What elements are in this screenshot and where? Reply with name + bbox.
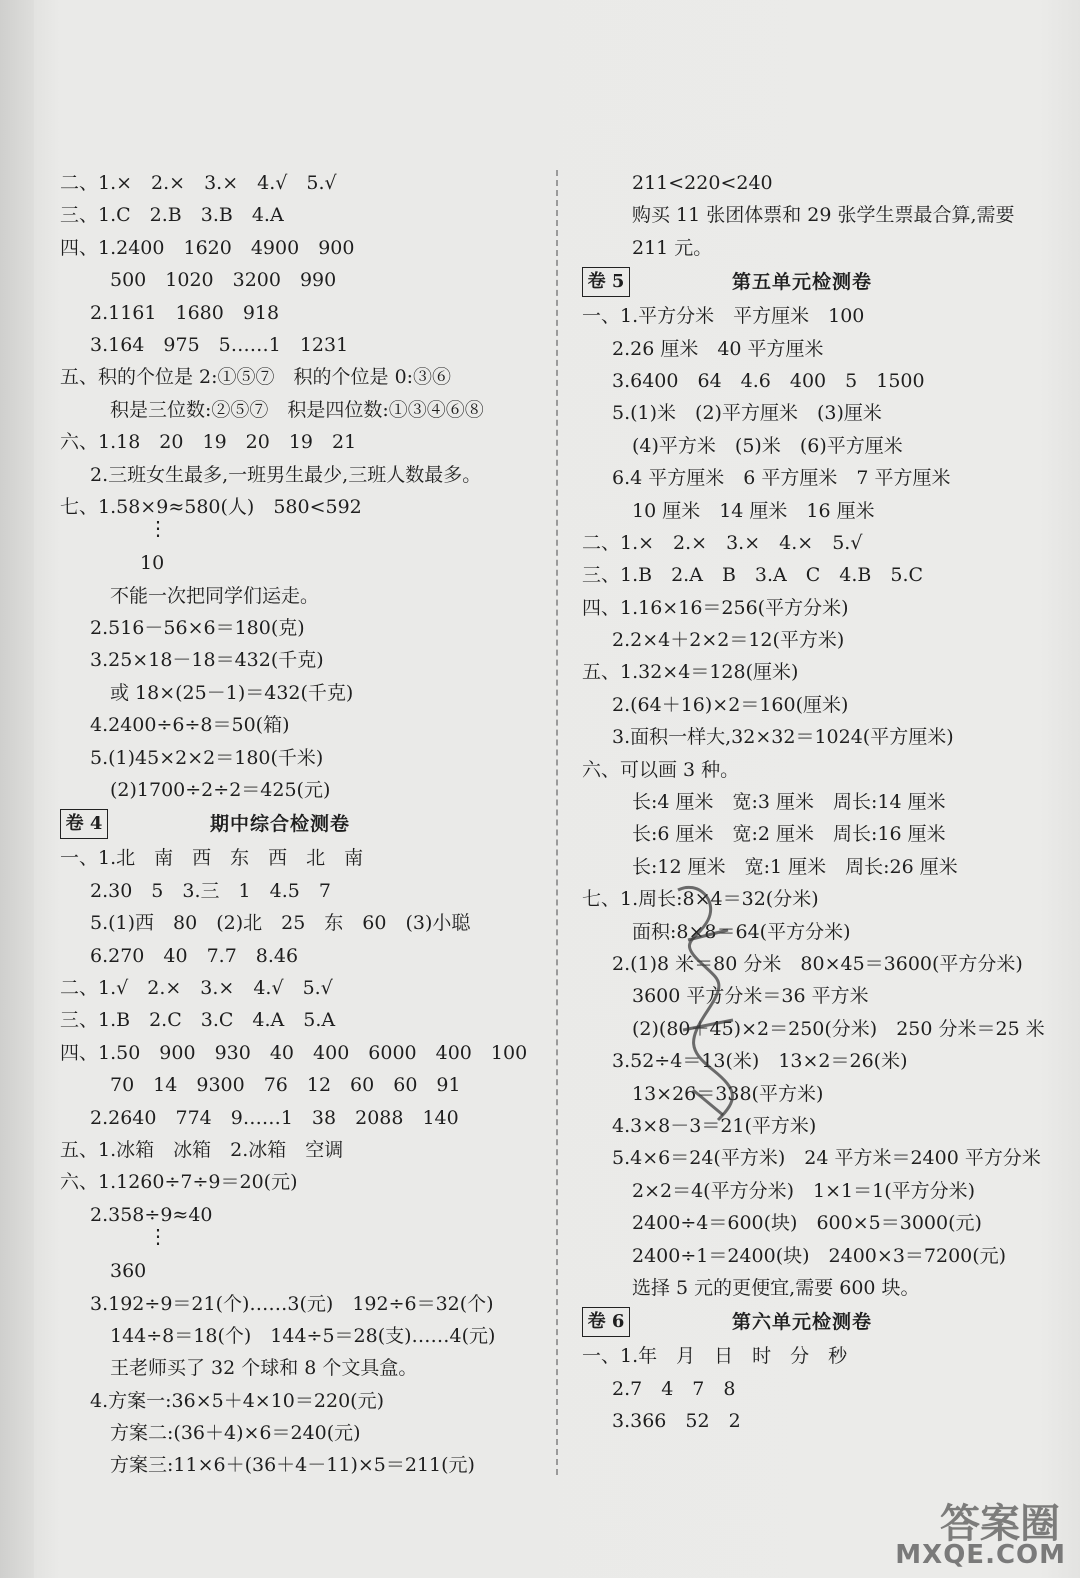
answer-line: 长:12 厘米 宽:1 厘米 周长:26 厘米	[632, 855, 958, 878]
answer-line: 六、1.18 20 19 20 19 21	[60, 431, 357, 454]
answer-line: 或 18×(25－1)＝432(千克)	[110, 681, 354, 704]
answer-line: 3.6400 64 4.6 400 5 1500	[612, 369, 925, 392]
answer-line: 六、1.1260÷7÷9＝20(元)	[60, 1171, 298, 1194]
answer-line: 五、1.32×4＝128(厘米)	[582, 661, 799, 684]
answer-line: 3600 平方分米＝36 平方米	[632, 985, 869, 1008]
answer-line: 144÷8＝18(个) 144÷5＝28(支)……4(元)	[110, 1324, 496, 1347]
answer-line: 70 14 9300 76 12 60 60 91	[110, 1074, 461, 1097]
answer-line: 长:4 厘米 宽:3 厘米 周长:14 厘米	[632, 791, 946, 814]
answer-line: 二、1.√ 2.× 3.× 4.√ 5.√	[60, 976, 333, 999]
answer-line: 6.4 平方厘米 6 平方厘米 7 平方厘米	[612, 467, 951, 490]
answer-line: 2.358÷9≈40	[90, 1203, 213, 1226]
answer-line: 四、1.50 900 930 40 400 6000 400 100	[60, 1041, 528, 1064]
answer-line: 四、1.16×16＝256(平方分米)	[582, 596, 849, 619]
column-divider	[556, 170, 558, 1475]
vertical-ellipsis: ⋮	[148, 516, 168, 541]
answer-line: 积是三位数:②⑤⑦ 积是四位数:①③④⑥⑧	[110, 398, 484, 421]
answer-line: 六、可以画 3 种。	[582, 758, 740, 781]
answer-line: (4)平方米 (5)米 (6)平方厘米	[632, 434, 903, 457]
section-header	[60, 807, 530, 841]
answer-line: 3.52÷4＝13(米) 13×2＝26(米)	[612, 1050, 908, 1073]
watermark-url: MXQE.COM	[895, 1540, 1066, 1570]
answer-line: 2400÷1＝2400(块) 2400×3＝7200(元)	[632, 1244, 1007, 1267]
handwritten-scribble	[668, 880, 748, 1130]
answer-line: 5.4×6＝24(平方米) 24 平方米＝2400 平方分米	[612, 1147, 1041, 1170]
answer-line: 2.2×4＋2×2＝12(平方米)	[612, 629, 845, 652]
answer-line: 七、1.周长:8×4＝32(分米)	[582, 888, 819, 911]
answer-line: 2400÷4＝600(块) 600×5＝3000(元)	[632, 1212, 982, 1235]
answer-line: 三、1.B 2.C 3.C 4.A 5.A	[60, 1009, 336, 1032]
answer-line: 13×26＝338(平方米)	[632, 1082, 824, 1105]
book-spine-shadow	[0, 0, 34, 1578]
answer-line: 面积:8×8＝64(平方分米)	[632, 920, 851, 943]
answer-line: 三、1.B 2.A B 3.A C 4.B 5.C	[582, 564, 924, 587]
answer-line: 4.方案一:36×5＋4×10＝220(元)	[90, 1389, 384, 1412]
answer-line: 3.25×18－18＝432(千克)	[90, 649, 324, 672]
answer-line: 2.(64＋16)×2＝160(厘米)	[612, 693, 849, 716]
vertical-ellipsis: ⋮	[148, 1224, 168, 1249]
answer-line: 5.(1)西 80 (2)北 25 东 60 (3)小聪	[90, 912, 471, 935]
answer-line: 500 1020 3200 990	[110, 269, 337, 292]
answer-line: 2.三班女生最多,一班男生最少,三班人数最多。	[90, 463, 482, 486]
answer-line: 五、积的个位是 2:①⑤⑦ 积的个位是 0:③⑥	[60, 366, 452, 389]
answer-line: 五、1.冰箱 冰箱 2.冰箱 空调	[60, 1138, 344, 1161]
answer-line: 5.(1)45×2×2＝180(千米)	[90, 746, 324, 769]
section-tag: 卷 4	[60, 809, 108, 839]
section-tag: 卷 5	[582, 267, 630, 297]
answer-line: 2.26 厘米 40 平方厘米	[612, 337, 824, 360]
answer-line: 6.270 40 7.7 8.46	[90, 944, 299, 967]
answer-line: 王老师买了 32 个球和 8 个文具盒。	[110, 1357, 418, 1380]
answer-line: 不能一次把同学们运走。	[110, 584, 320, 607]
answer-line: 10 厘米 14 厘米 16 厘米	[632, 499, 875, 522]
section-header	[582, 1305, 1062, 1339]
section-title: 第五单元检测卷	[732, 271, 873, 294]
answer-line: 4.2400÷6÷8＝50(箱)	[90, 714, 290, 737]
answer-line: 选择 5 元的更便宜,需要 600 块。	[632, 1276, 920, 1299]
answer-line: 2.(1)8 米＝80 分米 80×45＝3600(平方分米)	[612, 952, 1023, 975]
right-column	[582, 167, 1062, 1437]
section-tag: 卷 6	[582, 1307, 630, 1337]
answer-line: 一、1.平方分米 平方厘米 100	[582, 305, 865, 328]
answer-line: 二、1.× 2.× 3.× 4.× 5.√	[582, 531, 863, 554]
answer-line: 10	[140, 552, 165, 575]
answer-line: 211<220<240	[632, 172, 773, 194]
answer-line: 5.(1)米 (2)平方厘米 (3)厘米	[612, 402, 882, 425]
answer-line: 三、1.C 2.B 3.B 4.A	[60, 204, 284, 227]
section-title: 第六单元检测卷	[732, 1311, 873, 1334]
answer-line: 购买 11 张团体票和 29 张学生票最合算,需要	[632, 204, 1015, 227]
answer-line: 七、1.58×9≈580(人) 580<592	[60, 495, 362, 518]
answer-line: 2.7 4 7 8	[612, 1377, 736, 1400]
section-header	[582, 265, 1062, 299]
section-title: 期中综合检测卷	[210, 813, 351, 836]
answer-line: 二、1.× 2.× 3.× 4.√ 5.√	[60, 172, 337, 194]
answer-line: 2×2＝4(平方分米) 1×1＝1(平方分米)	[632, 1179, 976, 1202]
answer-line: 4.3×8－3＝21(平方米)	[612, 1114, 817, 1137]
answer-line: 3.192÷9＝21(个)……3(元) 192÷6＝32(个)	[90, 1292, 494, 1315]
answer-line: 2.2640 774 9……1 38 2088 140	[90, 1106, 459, 1129]
answer-line: 3.面积一样大,32×32＝1024(平方厘米)	[612, 726, 954, 749]
answer-line: 长:6 厘米 宽:2 厘米 周长:16 厘米	[632, 823, 946, 846]
answer-line: 一、1.年 月 日 时 分 秒	[582, 1345, 848, 1368]
answer-line: 四、1.2400 1620 4900 900	[60, 236, 355, 259]
answer-line: 一、1.北 南 西 东 西 北 南	[60, 847, 364, 870]
answer-line: 3.164 975 5……1 1231	[90, 333, 349, 356]
answer-line: 方案三:11×6＋(36＋4－11)×5＝211(元)	[110, 1454, 475, 1477]
answer-line: 2.30 5 3.三 1 4.5 7	[90, 879, 331, 902]
answer-line: 360	[110, 1260, 147, 1283]
answer-line: (2)1700÷2÷2＝425(元)	[110, 779, 331, 802]
left-column	[60, 167, 530, 1482]
answer-line: 3.366 52 2	[612, 1410, 741, 1433]
answer-line: 211 元。	[632, 236, 713, 259]
answer-line: 2.516－56×6＝180(克)	[90, 617, 305, 640]
answer-line: (2)(80＋45)×2＝250(分米) 250 分米＝25 米	[632, 1017, 1045, 1040]
answer-line: 方案二:(36＋4)×6＝240(元)	[110, 1422, 361, 1445]
watermark-logo: 答案圈	[940, 1501, 1060, 1547]
answer-line: 2.1161 1680 918	[90, 301, 280, 324]
